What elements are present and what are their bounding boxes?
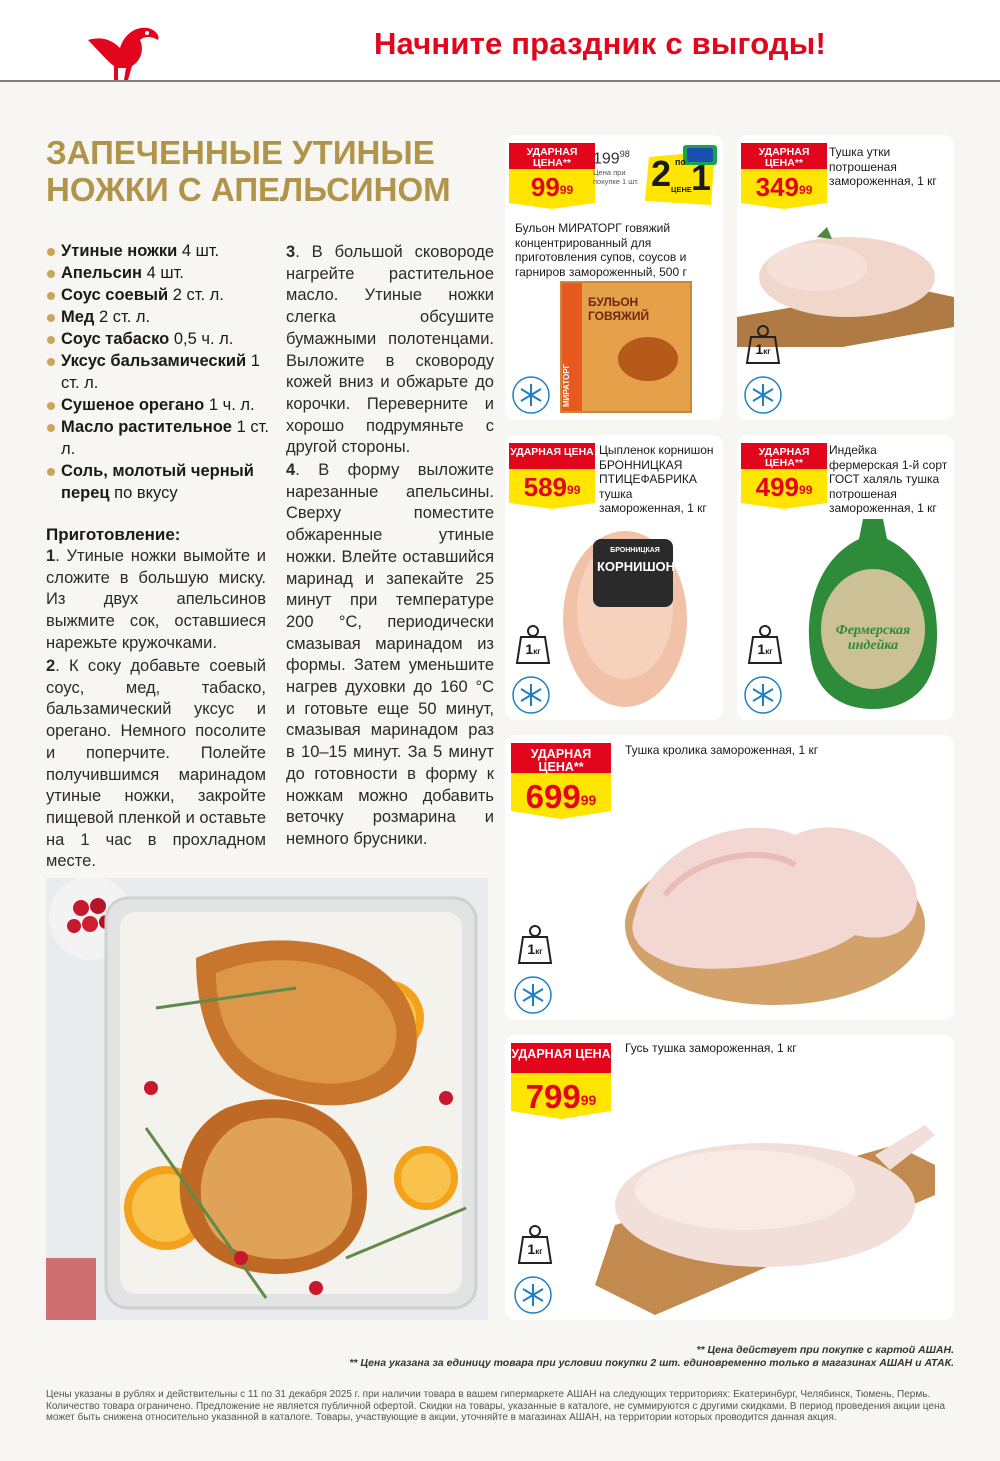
- product-card-duck[interactable]: [737, 135, 954, 420]
- product-card-turkey[interactable]: [737, 435, 954, 720]
- recipe-step-1: 1. Утиные ножки вымойте и сложите в большую миску. Из двух апельсинов выжмите сок, оставшиеся нарежьте кружочками.: [46, 547, 266, 652]
- price-tag: [509, 143, 601, 209]
- product-card-goose[interactable]: [505, 1035, 954, 1320]
- ingredient-item: Сушеное орегано 1 ч. л.: [46, 394, 276, 416]
- dish-illustration: [46, 878, 488, 1320]
- ingredient-item: Соус соевый 2 ст. л.: [46, 284, 276, 306]
- ingredient-item: Апельсин 4 шт.: [46, 262, 276, 284]
- frozen-snowflake-icon: [511, 375, 551, 415]
- product-name: Бульон МИРАТОРГ говяжий концентрированный для приготовления супов, соусов и гарниров замороженный, 500 г: [515, 221, 687, 279]
- price-value: $99^{99}$: [530, 172, 574, 202]
- product-name: Тушка утки потрошеная замороженная, 1 кг: [829, 145, 937, 188]
- recipe-title: ЗАПЕЧЕННЫЕ УТИНЫЕ НОЖКИ С АПЕЛЬСИНОМ: [46, 134, 451, 208]
- preparation-heading: Приготовление:: [46, 525, 181, 544]
- product-name: Тушка кролика замороженная, 1 кг: [625, 743, 819, 757]
- weight-label: 1кг: [755, 341, 771, 357]
- package-title: Фермерская индейка: [835, 623, 911, 653]
- price-tag-label: УДАРНАЯ ЦЕНА**: [758, 146, 810, 169]
- price-tag-label: УДАРНАЯ ЦЕНА: [511, 1047, 611, 1061]
- price-tag: [741, 443, 833, 509]
- roasted-duck-legs-photo: [46, 878, 488, 1320]
- price-value: $799^{99}$: [525, 1078, 597, 1115]
- goose-carcass-image: [575, 1085, 945, 1315]
- frozen-snowflake-icon: [513, 975, 553, 1015]
- ingredient-item: Соль, молотый черный перец по вкусу: [46, 460, 276, 504]
- product-name: Индейка фермерская 1-й сорт ГОСТ халяль тушка потрошеная замороженная, 1 кг: [829, 443, 948, 515]
- weight-label: 1кг: [527, 941, 543, 957]
- page-headline: Начните праздник с выгоды!: [373, 26, 827, 61]
- price-tag-label: УДАРНАЯ ЦЕНА**: [530, 747, 592, 774]
- rabbit-carcass-image: [595, 775, 945, 1015]
- recipe-step-4: 4. В форму выложите нарезанные апельсины. Сверху поместите обжаренные утиные ножки. Влейте оставшийся маринад и запекайте 25 минут при температуре 200 °С, периодически смазывая маринадом из формы. Затем уменьшите нагрев духовки до 160 °С и готовьте еще 50 минут, смазывая маринадом раз в 10–15 минут. За 5 минут до готовности в форму к ножкам можно добавить веточку розмарина и немного брусники.: [286, 461, 494, 848]
- weight-label: 1кг: [757, 641, 773, 657]
- price-tag-label: УДАРНАЯ ЦЕНА: [510, 446, 594, 458]
- footnote-card-price: ** Цена действует при покупке с картой АШАН.: [696, 1344, 954, 1356]
- recipe-step-2: 2. К соку добавьте соевый соус, мед, табаско, бальзамический уксус и орегано. Немного посолите и поперчите. Полейте получившимся маринадом утиные ножки, закройте пищевой пленкой и оставьте на 1 час в прохладном месте.: [46, 657, 266, 871]
- ingredient-item: Масло растительное 1 ст. л.: [46, 416, 276, 460]
- promo-po: по: [675, 157, 686, 167]
- legal-disclaimer: Цены указаны в рублях и действительны с 11 по 31 декабря 2025 г. при наличии товара в вашем гипермаркете АШАН на следующих территориях: Екатеринбург, Челябинск, Тюмень, Пермь. Количество товара ограничено. Предложение не является публичной офертой. Скидки на товары, указанные в каталоге, не суммируются с другими скидками. В период проведения акции цена может быть снижена относительно указанной в каталоге. Товары, участвующие в акции, уточняйте в магазинах АШАН, на территории которых проводится данная акция.: [46, 1389, 946, 1423]
- page-header: [0, 0, 1000, 82]
- price-value: $589^{99}$: [523, 472, 581, 502]
- promo-number-2: 2: [651, 153, 672, 194]
- price-value: $499^{99}$: [755, 472, 813, 502]
- old-price: $199^{98}$: [593, 149, 630, 168]
- product-name: Цыпленок корнишон БРОННИЦКАЯ ПТИЦЕФАБРИКА тушка замороженная, 1 кг: [599, 443, 714, 515]
- price-tag-label: УДАРНАЯ ЦЕНА**: [526, 146, 578, 169]
- product-name: Гусь тушка замороженная, 1 кг: [625, 1041, 797, 1055]
- auchan-bird-logo-icon: [84, 18, 162, 82]
- turkey-package-image: [803, 519, 943, 709]
- product-card-rabbit[interactable]: [505, 735, 954, 1020]
- promo-number-1: 1: [691, 157, 712, 198]
- price-tag: [741, 143, 833, 209]
- ingredient-item: Мед 2 ст. л.: [46, 306, 276, 328]
- price-value: $699^{99}$: [525, 778, 597, 815]
- package-title: КОРНИШОН: [597, 559, 676, 574]
- price-tag: [509, 443, 601, 509]
- frozen-snowflake-icon: [743, 675, 783, 715]
- ingredient-item: Утиные ножки 4 шт.: [46, 240, 276, 262]
- package-brand: БРОННИЦКАЯ: [610, 547, 660, 554]
- old-price-note: Цена при покупке 1 шт.: [593, 168, 639, 186]
- ingredient-item: Соус табаско 0,5 ч. л.: [46, 328, 276, 350]
- promo-price-label: ЦЕНЕ: [671, 185, 692, 194]
- broth-package-image: [560, 281, 692, 413]
- package-title: БУЛЬОН ГОВЯЖИЙ: [588, 295, 650, 323]
- price-value: $349^{99}$: [755, 172, 813, 202]
- product-card-cornish-chicken[interactable]: [505, 435, 723, 720]
- frozen-snowflake-icon: [511, 675, 551, 715]
- weight-label: 1кг: [525, 641, 541, 657]
- frozen-snowflake-icon: [743, 375, 783, 415]
- price-tag-label: УДАРНАЯ ЦЕНА**: [758, 446, 810, 469]
- product-card-broth[interactable]: [505, 135, 723, 420]
- ingredients-list: [46, 240, 276, 504]
- frozen-snowflake-icon: [513, 1275, 553, 1315]
- footnote-two-items: ** Цена указана за единицу товара при условии покупки 2 шт. единовременно только в магазинах АШАН и АТАК.: [349, 1357, 954, 1369]
- package-brand: МИРАТОРГ: [562, 363, 571, 407]
- weight-label: 1кг: [527, 1241, 543, 1257]
- recipe-step-3: 3. В большой сковороде нагрейте растительное масло. Утиные ножки слегка обсушите бумажными полотенцами. Выложите в сковороду кожей вниз и обжарьте до корочки. Переверните и хорошо подрумяньте с другой стороны.: [286, 243, 494, 457]
- ingredient-item: Уксус бальзамический 1 ст. л.: [46, 350, 276, 394]
